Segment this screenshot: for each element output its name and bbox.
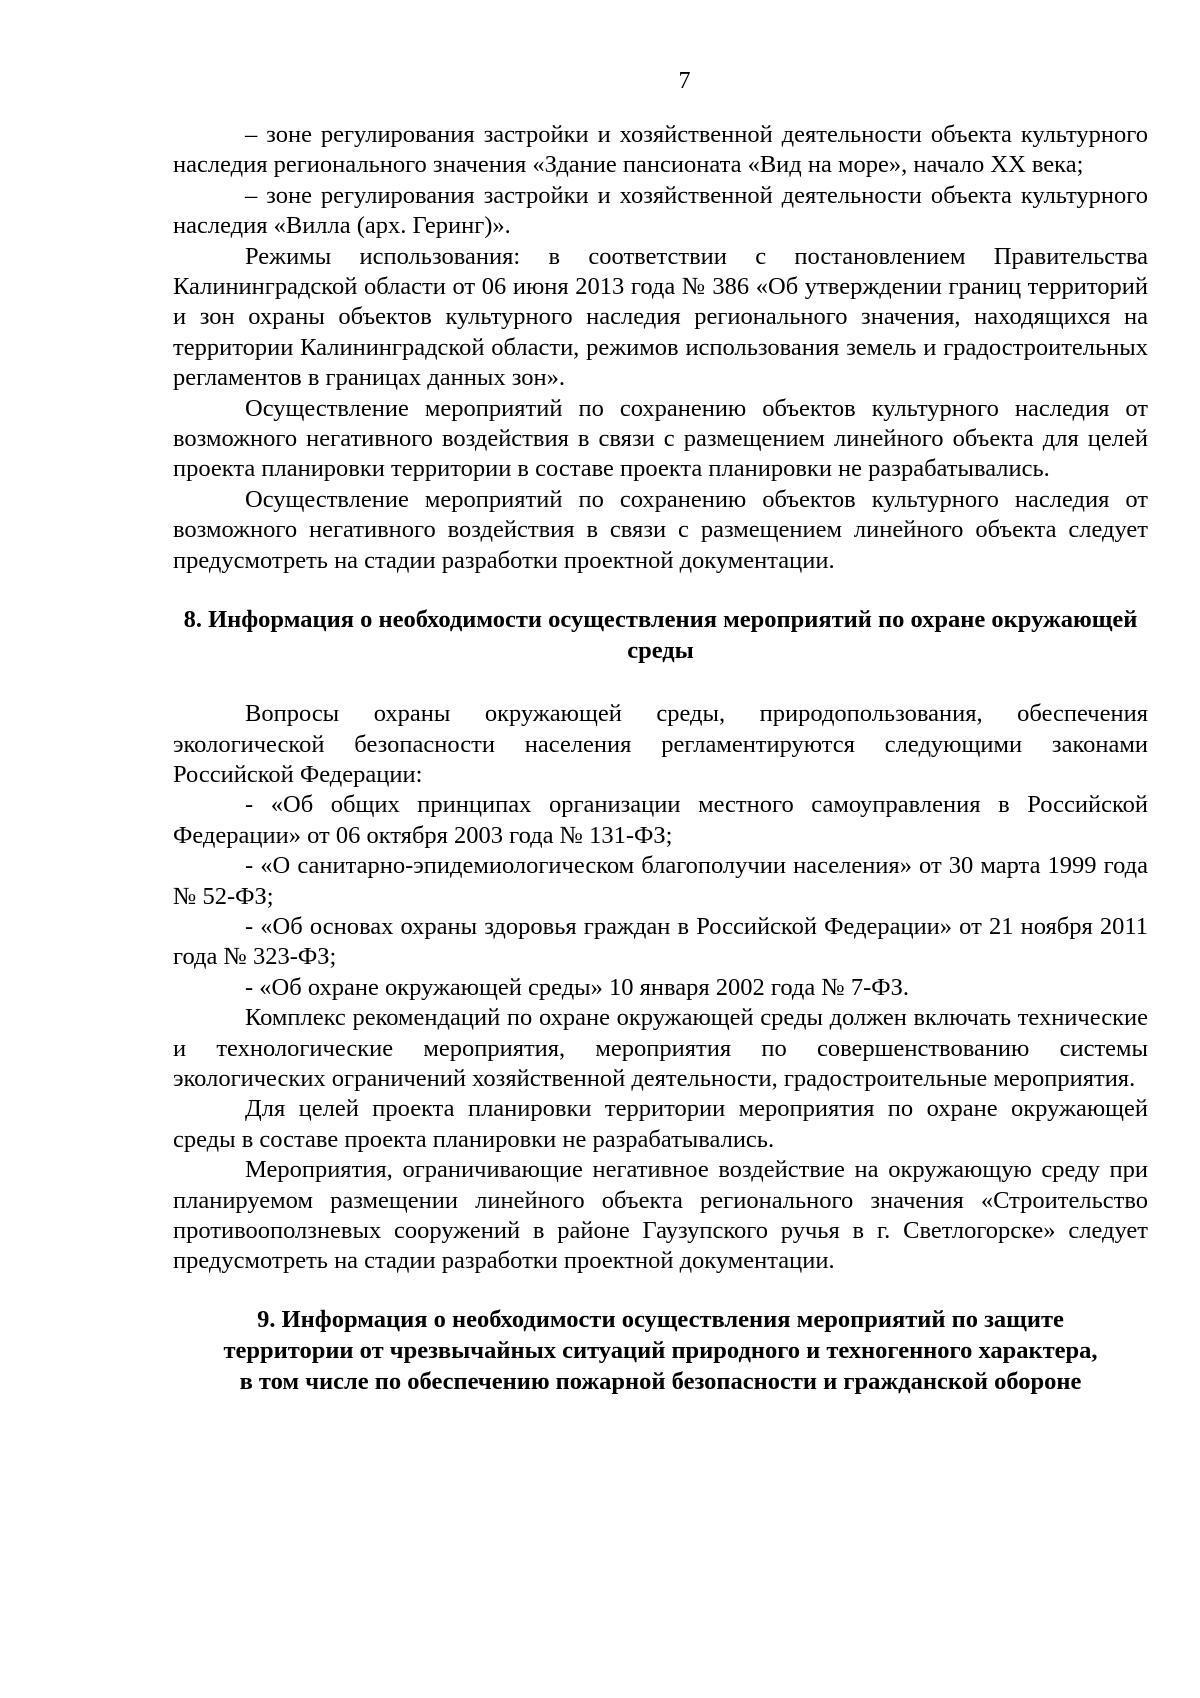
page-number: 7 [678, 68, 691, 94]
law-item-health: - «Об основах охраны здоровья граждан в Российской Федерации» от 21 ноября 2011 года № 323-ФЗ; [173, 912, 1148, 971]
paragraph-env-measures-design-stage: Мероприятия, ограничивающие негативное воздействие на окружающую среду при планируемом размещении линейного объекта регионального значения «Строительство противооползневых сооружений в районе Гаузупского ручья в г. Светлогорске» следует предусмотреть на стадии разработки проектной документации. [173, 1156, 1148, 1275]
section-9-heading-line-1: 9. Информация о необходимости осуществления мероприятий по защите [257, 1305, 1064, 1333]
paragraph-env-measures-not-developed: Для целей проекта планировки территории мероприятия по охране окружающей среды в составе проекта планировки не разрабатывались. [173, 1095, 1148, 1153]
law-item-local-government: - «Об общих принципах организации местного самоуправления в Российской Федерации» от 06 октября 2003 года № 131-ФЗ; [173, 791, 1148, 849]
law-item-environment: - «Об охране окружающей среды» 10 января 2002 года № 7-ФЗ. [245, 973, 910, 1001]
law-item-sanitary: - «О санитарно-эпидемиологическом благополучии населения» от 30 марта 1999 года № 52-ФЗ; [173, 852, 1148, 910]
paragraph-heritage-measures-design-stage: Осуществление мероприятий по сохранению объектов культурного наследия от возможного негативного воздействия в связи с размещением линейного объекта следует предусмотреть на стадии разработки проектной документации. [173, 485, 1148, 574]
paragraph-zone-pension: – зоне регулирования застройки и хозяйственной деятельности объекта культурного наследия регионального значения «Здание пансионата «Вид на море», начало XX века; [173, 121, 1148, 179]
section-9-heading-line-2: территории от чрезвычайных ситуаций природного и техногенного характера, [223, 1336, 1098, 1364]
paragraph-usage-regimes: Режимы использования: в соответствии с постановлением Правительства Калининградской области от 06 июня 2013 года № 386 «Об утверждении границ территорий и зон охраны объектов культурного наследия регионального значения, находящихся на территории Калининградской области, режимов использования земель и градостроительных регламентов в границах данных зон». [173, 242, 1148, 392]
section-9-heading-line-3: в том числе по обеспечению пожарной безопасности и гражданской обороне [239, 1367, 1082, 1395]
paragraph-recommendations: Комплекс рекомендаций по охране окружающей среды должен включать технические и технологические мероприятия, мероприятия по совершенствованию системы экологических ограничений хозяйственной деятельности, градостроительные мероприятия. [173, 1004, 1148, 1092]
paragraph-heritage-measures-not-developed: Осуществление мероприятий по сохранению объектов культурного наследия от возможного негативного воздействия в связи с размещением линейного объекта для целей проекта планировки территории в составе проекта планировки не разрабатывались. [173, 394, 1148, 483]
paragraph-environment-laws: Вопросы охраны окружающей среды, природопользования, обеспечения экологической безопасности населения регламентируются следующими законами Российской Федерации: [173, 700, 1148, 788]
section-9-heading [173, 1304, 1148, 1397]
paragraph-zone-villa: – зоне регулирования застройки и хозяйственной деятельности объекта культурного наследия «Вилла (арх. Геринг)». [173, 181, 1148, 240]
section-8-heading: 8. Информация о необходимости осуществления мероприятий по охране окружающей среды [183, 606, 1138, 665]
